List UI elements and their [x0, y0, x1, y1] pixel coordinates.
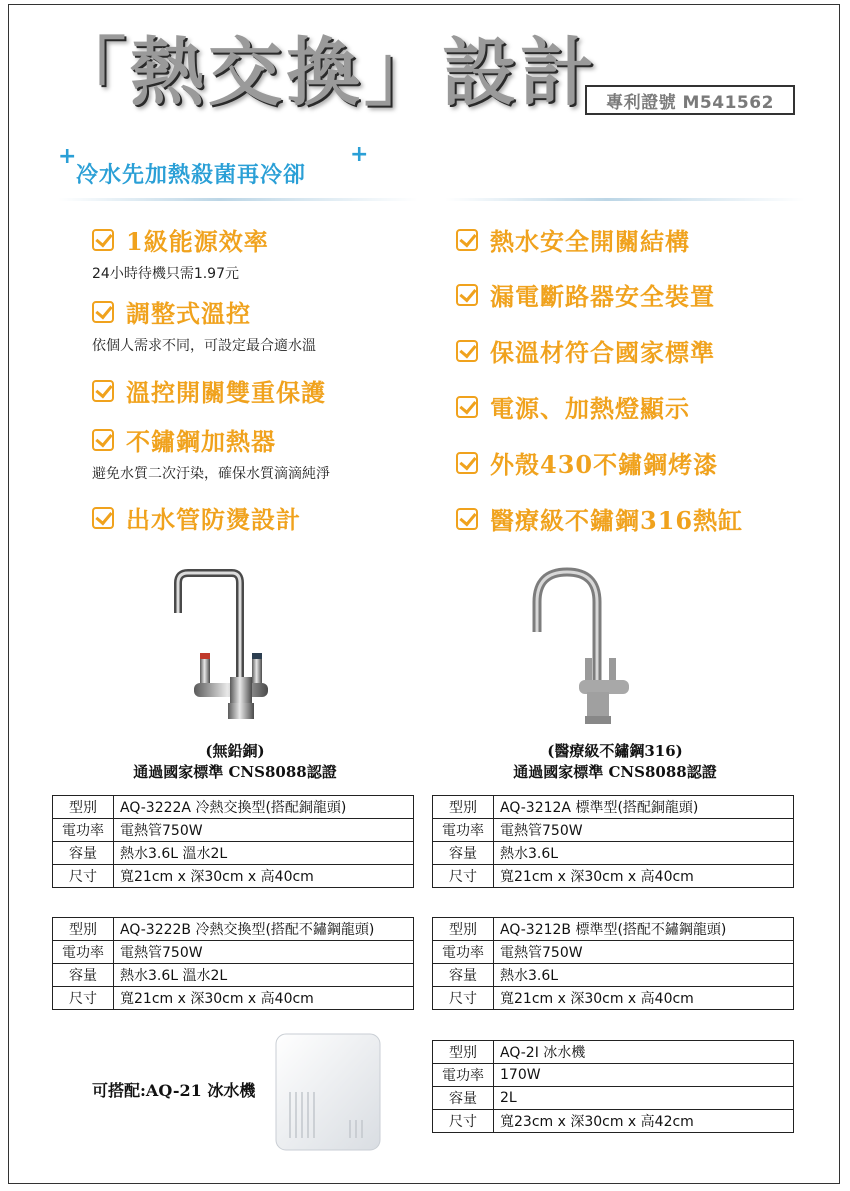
feature-item: [456, 277, 715, 312]
spec-key: 型別: [433, 1041, 494, 1064]
feature-title: 漏電斷路器安全裝置: [490, 282, 715, 311]
checkbox-check-icon: [92, 380, 114, 402]
spec-key: 型別: [53, 796, 114, 819]
feature-item: [456, 222, 690, 257]
spec-key: 電功率: [433, 1064, 494, 1087]
spec-value: 寬21cm x 深30cm x 高40cm: [114, 987, 414, 1010]
spec-value: AQ-3212A 標準型(搭配銅龍頭): [494, 796, 794, 819]
spec-key: 尺寸: [433, 987, 494, 1010]
spec-key: 尺寸: [433, 1110, 494, 1133]
feature-title: 溫控開關雙重保護: [126, 378, 326, 407]
checkbox-check-icon: [456, 452, 478, 474]
feature-item: [456, 333, 715, 368]
spec-value: 2L: [494, 1087, 794, 1110]
caption-material: (無鉛銅): [205, 742, 265, 760]
feature-title: 出水管防燙設計: [126, 505, 301, 534]
feature-item: [92, 500, 301, 535]
feature-desc: 避免水質二次汙染，確保水質滴滴純淨: [92, 466, 330, 482]
spec-key: 電功率: [53, 941, 114, 964]
checkbox-check-icon: [456, 396, 478, 418]
spec-table-aq3222a: [52, 795, 414, 888]
spec-value: 熱水3.6L: [494, 842, 794, 865]
spec-value: 寬23cm x 深30cm x 高42cm: [494, 1110, 794, 1133]
feature-title: 外殼430不鏽鋼烤漆: [490, 450, 719, 479]
copper-faucet-image: [160, 565, 270, 725]
plus-icon: +: [350, 142, 369, 167]
caption-material: (醫療級不鏽鋼316): [547, 742, 683, 760]
feature-item: [92, 422, 330, 483]
feature-title: 醫療級不鏽鋼316熱缸: [490, 506, 744, 535]
spec-key: 尺寸: [433, 865, 494, 888]
feature-title: 熱水安全開關結構: [490, 227, 690, 256]
spec-value: AQ-3222B 冷熱交換型(搭配不鏽鋼龍頭): [114, 918, 414, 941]
feature-title: 保溫材符合國家標準: [490, 338, 715, 367]
spec-table-aq3212b: [432, 917, 794, 1010]
checkbox-check-icon: [456, 229, 478, 251]
feature-title: 1級能源效率: [126, 227, 269, 256]
feature-desc: 依個人需求不同，可設定最合適水溫: [92, 338, 316, 354]
spec-key: 容量: [433, 964, 494, 987]
spec-key: 尺寸: [53, 865, 114, 888]
checkbox-check-icon: [92, 429, 114, 451]
spec-value: AQ-3222A 冷熱交換型(搭配銅龍頭): [114, 796, 414, 819]
spec-table-aq3222b: [52, 917, 414, 1010]
checkbox-check-icon: [456, 508, 478, 530]
divider-left: [58, 198, 418, 201]
spec-key: 容量: [53, 842, 114, 865]
feature-title: 電源、加熱燈顯示: [490, 394, 690, 423]
spec-value: 電熱管750W: [494, 819, 794, 842]
feature-item: [92, 222, 269, 283]
spec-value: 熱水3.6L 溫水2L: [114, 842, 414, 865]
spec-value: 寬21cm x 深30cm x 高40cm: [494, 865, 794, 888]
subtitle-block: [58, 142, 418, 206]
checkbox-check-icon: [92, 507, 114, 529]
ice-machine-image: [270, 1030, 385, 1155]
feature-item: [456, 501, 743, 536]
checkbox-check-icon: [92, 301, 114, 323]
spec-value: 熱水3.6L: [494, 964, 794, 987]
subtitle: 冷水先加熱殺菌再冷卻: [76, 162, 307, 188]
checkbox-check-icon: [456, 284, 478, 306]
spec-key: 尺寸: [53, 987, 114, 1010]
spec-key: 容量: [433, 1087, 494, 1110]
spec-value: AQ-2I 冰水機: [494, 1041, 794, 1064]
caption-certification: 通過國家標準 CNS8088認證: [133, 763, 337, 781]
spec-table-aq2i: [432, 1040, 794, 1133]
feature-item: [92, 294, 316, 355]
spec-key: 容量: [53, 964, 114, 987]
spec-key: 型別: [433, 796, 494, 819]
spec-value: 寬21cm x 深30cm x 高40cm: [494, 987, 794, 1010]
spec-value: AQ-3212B 標準型(搭配不鏽鋼龍頭): [494, 918, 794, 941]
spec-value: 電熱管750W: [494, 941, 794, 964]
spec-value: 熱水3.6L 溫水2L: [114, 964, 414, 987]
right-product-caption: [480, 741, 750, 783]
feature-desc: 24小時待機只需1.97元: [92, 266, 239, 282]
plus-icon: +: [58, 144, 77, 169]
spec-key: 電功率: [53, 819, 114, 842]
ice-machine-label: 可搭配:AQ-21 冰水機: [92, 1081, 256, 1100]
spec-key: 電功率: [433, 941, 494, 964]
caption-certification: 通過國家標準 CNS8088認證: [513, 763, 717, 781]
spec-value: 170W: [494, 1064, 794, 1087]
spec-key: 容量: [433, 842, 494, 865]
spec-value: 電熱管750W: [114, 819, 414, 842]
spec-key: 型別: [53, 918, 114, 941]
feature-title: 調整式溫控: [126, 299, 251, 328]
checkbox-check-icon: [92, 229, 114, 251]
feature-item: [456, 389, 690, 424]
checkbox-check-icon: [456, 340, 478, 362]
left-product-caption: [110, 741, 360, 783]
divider-right: [445, 198, 805, 201]
stainless-faucet-image: [525, 562, 635, 727]
spec-table-aq3212a: [432, 795, 794, 888]
spec-value: 電熱管750W: [114, 941, 414, 964]
spec-key: 型別: [433, 918, 494, 941]
feature-title: 不鏽鋼加熱器: [126, 427, 276, 456]
spec-value: 寬21cm x 深30cm x 高40cm: [114, 865, 414, 888]
spec-key: 電功率: [433, 819, 494, 842]
feature-item: [92, 373, 326, 408]
feature-item: [456, 445, 718, 480]
patent-number-box: 專利證號 M541562: [585, 85, 795, 115]
page-title: 「熱交換」設計: [52, 30, 598, 116]
